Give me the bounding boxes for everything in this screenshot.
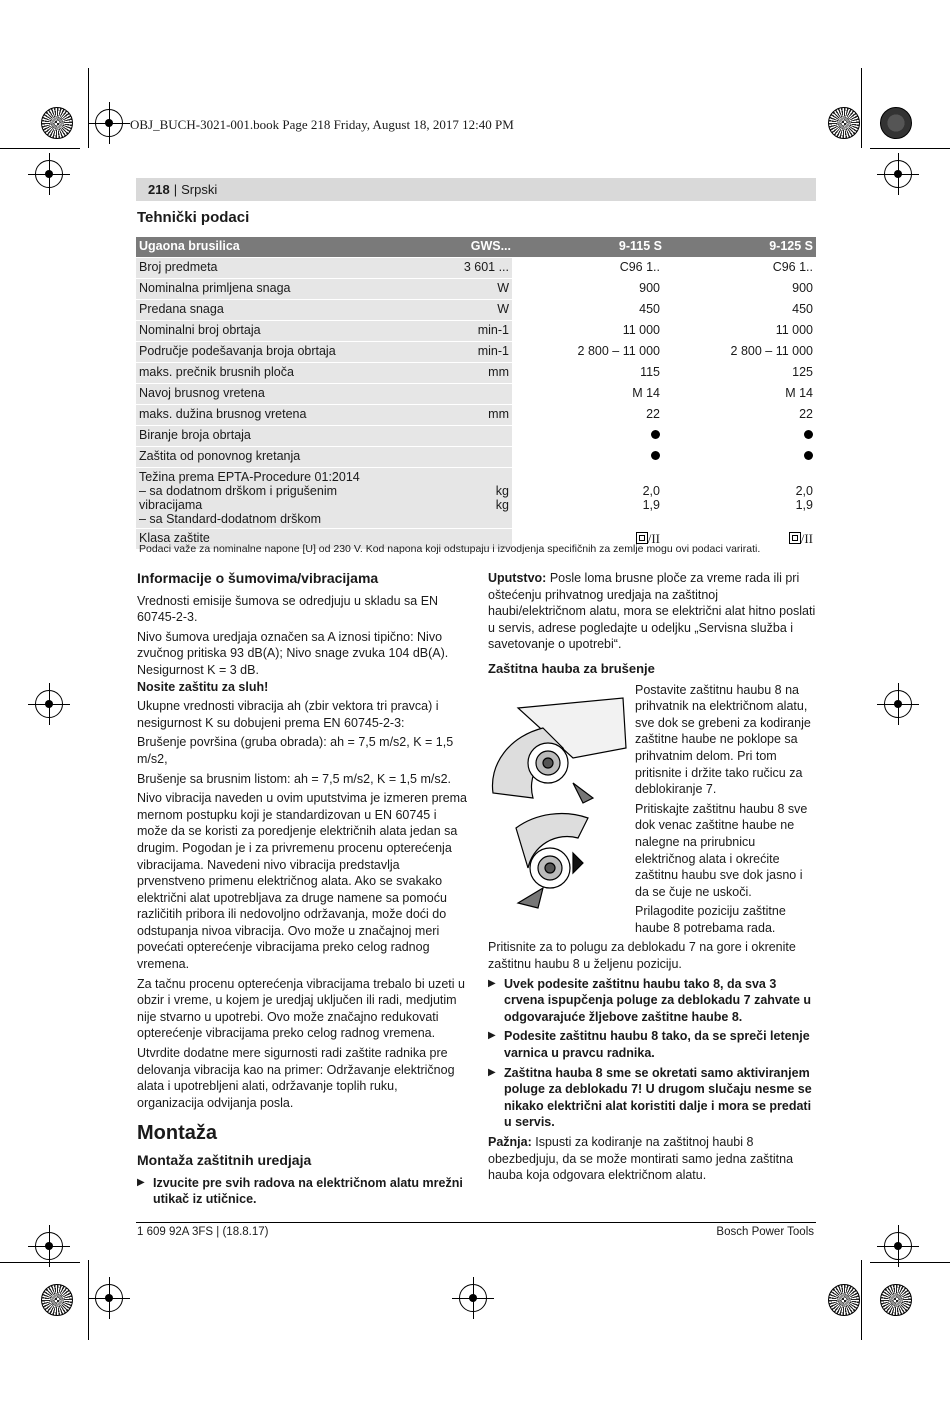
table-footnote: Podaci važe za nominalne napone [U] od 230 V. Kod napona koji odstupaju i izvodjenja specifičnih za zemlje mogu ovi podaci varirati.: [139, 543, 761, 555]
section-heading: Zaštitna hauba za brušenje: [488, 660, 655, 676]
table-header-cell: 9-115 S: [514, 237, 665, 258]
section-heading: Informacije o šumovima/vibracijama: [137, 570, 379, 586]
table-header-row: [136, 237, 816, 258]
registration-sunburst-icon: [828, 1284, 860, 1316]
feature-dot-icon: [651, 451, 660, 460]
file-header: OBJ_BUCH-3021-001.book Page 218 Friday, August 18, 2017 12:40 PM: [130, 117, 514, 132]
instruction-item: ▶ Uvek podesite zaštitnu haubu tako 8, da sva 3 crvena ispupčenja poluge za deblokadu 7 zahvate u odgovarajuće žljebove zaštitne haube 8.: [488, 976, 816, 1026]
table-row: maks. prečnik brusnih ploča mm 115 125: [136, 363, 816, 384]
feature-dot-icon: [804, 430, 813, 439]
table-header-cell: 9-125 S: [665, 237, 816, 258]
registration-sunburst-icon: [880, 1284, 912, 1316]
registration-sunburst-icon: [41, 107, 73, 139]
table-row: maks. dužina brusnog vretena mm 22 22: [136, 405, 816, 426]
feature-dot-icon: [651, 430, 660, 439]
registration-crosshair-icon: [95, 109, 123, 137]
footer-doc-number: 1 609 92A 3FS | (18.8.17): [137, 1226, 269, 1238]
table-row: Broj predmeta 3 601 ... C96 1.. C96 1..: [136, 258, 816, 279]
table-row: Predana snaga W 450 450: [136, 300, 816, 321]
chapter-heading: Montaža: [137, 1122, 217, 1145]
instruction-item: ▶ Zaštitna hauba 8 sme se okretati samo aktiviranjem poluge za deblokadu 7! U drugom slučaju nesme se nikako električni alat koristiti dalje i mora se predati u servis.: [488, 1065, 816, 1131]
registration-crosshair-icon: [35, 690, 63, 718]
registration-crosshair-icon: [95, 1284, 123, 1312]
table-row: Navoj brusnog vretena M 14 M 14: [136, 384, 816, 405]
spec-table: [136, 237, 816, 550]
registration-dark-icon: [880, 107, 912, 139]
table-header-cell: GWS...: [404, 237, 514, 258]
registration-sunburst-icon: [828, 107, 860, 139]
table-row: Zaštita od ponovnog kretanja: [136, 447, 816, 468]
section-heading: Montaža zaštitnih uredjaja: [137, 1152, 312, 1168]
guard-mounting-illustration: [488, 688, 628, 923]
table-row-class: Klasa zaštite /II /II: [136, 529, 816, 550]
table-header-cell: Ugaona brusilica: [136, 237, 404, 258]
table-row: Biranje broja obrtaja: [136, 426, 816, 447]
registration-sunburst-icon: [41, 1284, 73, 1316]
right-column: Uputstvo: Posle loma brusne ploče za vreme rada ili pri oštećenju prihvatnog uredjaja na zaštitnoj haubi/električnom alatu, mora se električni alat hitno poslati u servis, adrese pogledajte u odeljku „Servisna služba i savetovanje o upotrebi“. Zaštitna hauba za brušenje Postavite zaštitnu haubu 8 na prihvatnik na električnom alatu, sve dok se grebeni za kodiranje zaštitne haube ne poklope sa prihvatnim delom. Pri tom pritisnite i držite tako ručicu za deblokiranje 7. Pritiskajte zaštitnu haubu 8 sve dok venac zaštitne haube ne nalegne na prirubnicu električnog alata i okrećite zaštitnu haubu sve dok jasno i da se čuje ne uskoči. Prilagodite poziciju zaštitne haube 8 potrebama rada. Pritisnite za to polugu za deblokadu 7 na gore i okrenite zaštitnu haubu 8 u željenu poziciju. ▶ Uvek podesite zaštitnu haubu tako 8, da sva 3 crvena ispupčenja poluge za deblokadu 7 zahvate u odgovarajuće žljebove zaštitne haube 8. ▶ Podesite zaštitnu haubu 8 tako, da se spreči letenje varnica u pravcu radnika. ▶ Zaštitna hauba 8 sme se okretati samo aktiviranjem poluge za deblokadu 7! U drugom slučaju nesme se nikako električni alat koristiti dalje i mora se predati u servis. Pažnja: Ispusti za kodiranje na zaštitnoj haubi 8 obezbedjuju, da se može montirati samo jedna zaštitna hauba koja odgovara električnom alatu.: [488, 570, 816, 1187]
registration-crosshair-icon: [884, 1232, 912, 1260]
table-row: Nominalna primljena snaga W 900 900: [136, 279, 816, 300]
registration-crosshair-icon: [459, 1284, 487, 1312]
page-band: 218 | Srpski: [136, 178, 816, 201]
registration-crosshair-icon: [884, 690, 912, 718]
table-row-weight: Težina prema EPTA-Procedure 01:2014 – sa dodatnom drškom i prigušenim vibracijama – sa Standard-dodatnom drškom kg kg 2,0 1,9 2,0 1,9: [136, 468, 816, 529]
section-name: Srpski: [181, 182, 218, 197]
footer-rule: [136, 1222, 816, 1223]
table-row: Nominalni broj obrtaja min-1 11 000 11 000: [136, 321, 816, 342]
feature-dot-icon: [804, 451, 813, 460]
registration-crosshair-icon: [35, 1232, 63, 1260]
registration-crosshair-icon: [884, 160, 912, 188]
page-number: 218: [148, 182, 170, 197]
table-row: Područje podešavanja broja obrtaja min-1 2 800 – 11 000 2 800 – 11 000: [136, 342, 816, 363]
tech-title: Tehnički podaci: [137, 209, 250, 226]
instruction-item: ▶ Podesite zaštitnu haubu 8 tako, da se spreči letenje varnica u pravcu radnika.: [488, 1028, 816, 1061]
footer-brand: Bosch Power Tools: [716, 1226, 814, 1238]
registration-crosshair-icon: [35, 160, 63, 188]
instruction-item: ▶ Izvucite pre svih radova na električnom alatu mrežni utikač iz utičnice.: [137, 1175, 467, 1208]
left-column: Informacije o šumovima/vibracijama Vrednosti emisije šumova se odredjuju u skladu sa EN 60745-2-3. Nivo šumova uredjaja označen sa A iznosi tipično: Nivo zvučnog pritiska 93 dB(A); Nivo snage zvuka 104 dB(A). Nesigurnost K = 3 dB. Nosite zaštitu za sluh! Ukupne vrednosti vibracija ah (zbir vektora tri pravca) i nesigurnost K su dobujeni prema EN 60745-2-3: Brušenje površina (gruba obrada): ah = 7,5 m/s2, K = 1,5 m/s2, Brušenje sa brusnim listom: ah = 7,5 m/s2, K = 1,5 m/s2. Nivo vibracija naveden u ovim uputstvima je izmeren prema mernom postupku koji je standardizovan u EN 60745 i može da se koristi za poredjenje električnih alata jedan sa drugim. Pogodan je i za privremenu procenu opterećenja vibracijama. Navedeni nivo vibracija predstavlja prvenstveno primenu električnog alata. Ako se svakako električni alat upotrebljava za druge namene sa pomoću različitih pribora ili nedovoljno održavanja, može doći do odstupanja nivoa vibracija. Ovo može u značajnoj meri povećati opterećenje vibracijama preko celog radnog vremena. Za tačnu procenu opterećenja vibracijama trebalo bi uzeti u obzir i vreme, u kojem je uredjaj uključen ili radi, medjutim nije stvarno u upotrebi. Ovo može značajno redukovati opterećenje vibracijama preko celog radnog vremena. Utvrdite dodatne mere sigurnosti radi zaštite radnika pre delovanja vibracija kao na primer: Održavanje električnog alata i upotrebljeni alati, održavanje toplih ruku, organizacija odvijanja posla. Montaža Montaža zaštitnih uredjaja ▶ Izvucite pre svih radova na električnom alatu mrežni utikač iz utičnice.: [137, 570, 467, 1211]
double-insulation-icon: [789, 532, 801, 544]
